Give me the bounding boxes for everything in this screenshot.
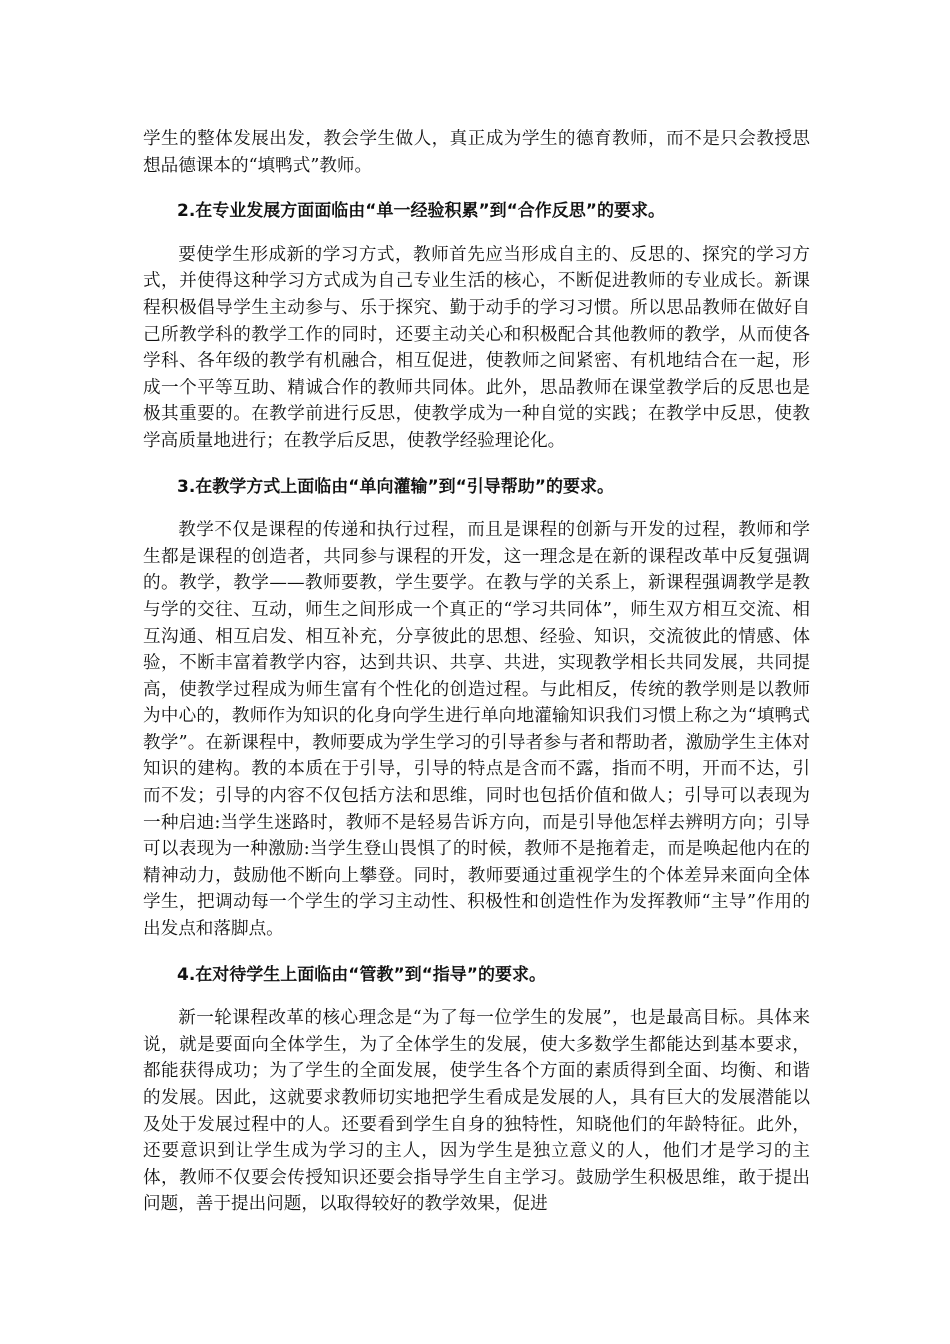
section-heading-3: 3.在教学方式上面临由“单向灌输”到“引导帮助”的要求。 [177, 476, 614, 497]
section-heading-2: 2.在专业发展方面面临由“单一经验积累”到“合作反思”的要求。 [177, 201, 665, 222]
paragraph-section-2: 要使学生形成新的学习方式，教师首先应当形成自主的、反思的、探究的学习方式，并使得这种学习方式成为自己专业生活的核心，不断促进教师的专业成长。新课程积极倡导学生主动参与、乐于探究、勤于动手的学习习惯。所以思品教师在做好自己所教学科的教学工作的同时，还要主动关心和积极配合其他教师的教学，从而使各学科、各年级的教学有机融合，相互促进，使教师之间紧密、有机地结合在一起，形成一个平等互助、精诚合作的教师共同体。此外，思品教师在课堂教学后的反思也是极其重要的。在教学前进行反思，使教学成为一种自觉的实践；在教学中反思，使教学高质量地进行；在教学后反思，使教学经验理论化。 [143, 244, 810, 451]
section-heading-4: 4.在对待学生上面临由“管教”到“指导”的要求。 [177, 964, 546, 985]
paragraph-section-4: 新一轮课程改革的核心理念是“为了每一位学生的发展”，也是最高目标。具体来说，就是要面向全体学生，为了全体学生的发展，使大多数学生都能达到基本要求，都能获得成功；为了学生的全面发展，使学生各个方面的素质得到全面、均衡、和谐的发展。因此，这就要求教师切实地把学生看成是发展的人，具有巨大的发展潜能以及处于发展过程中的人。还要看到学生自身的独特性，知晓他们的年龄特征。此外，还要意识到让学生成为学习的主人，因为学生是独立意义的人，他们才是学习的主体，教师不仅要会传授知识还要会指导学生自主学习。鼓励学生积极思维，敢于提出问题，善于提出问题，以取得较好的教学效果，促进 [143, 1008, 810, 1215]
document-page [143, 126, 810, 1218]
paragraph-continuation: 学生的整体发展出发，教会学生做人，真正成为学生的德育教师，而不是只会教授思想品德课本的“填鸭式”教师。 [143, 129, 810, 176]
paragraph-section-3: 教学不仅是课程的传递和执行过程，而且是课程的创新与开发的过程，教师和学生都是课程的创造者，共同参与课程的开发，这一理念是在新的课程改革中反复强调的。教学，教学——教师要教，学生要学。在教与学的关系上，新课程强调教学是教与学的交往、互动，师生之间形成一个真正的“学习共同体”，师生双方相互交流、相互沟通、相互启发、相互补充，分享彼此的思想、经验、知识，交流彼此的情感、体验，不断丰富着教学内容，达到共识、共享、共进，实现教学相长共同发展，共同提高，使教学过程成为师生富有个性化的创造过程。与此相反，传统的教学则是以教师为中心的，教师作为知识的化身向学生进行单向地灌输知识我们习惯上称之为“填鸭式教学”。在新课程中，教师要成为学生学习的引导者参与者和帮助者，激励学生主体对知识的建构。教的本质在于引导，引导的特点是含而不露，指而不明，开而不达，引而不发；引导的内容不仅包括方法和思维，同时也包括价值和做人；引导可以表现为一种启迪:当学生迷路时，教师不是轻易告诉方向，而是引导他怎样去辨明方向；引导可以表现为一种激励:当学生登山畏惧了的时候，教师不是拖着走，而是唤起他内在的精神动力，鼓励他不断向上攀登。同时，教师要通过重视学生的个体差异来面向全体学生，把调动每一个学生的学习主动性、积极性和创造性作为发挥教师“主导”作用的出发点和落脚点。 [143, 520, 810, 940]
